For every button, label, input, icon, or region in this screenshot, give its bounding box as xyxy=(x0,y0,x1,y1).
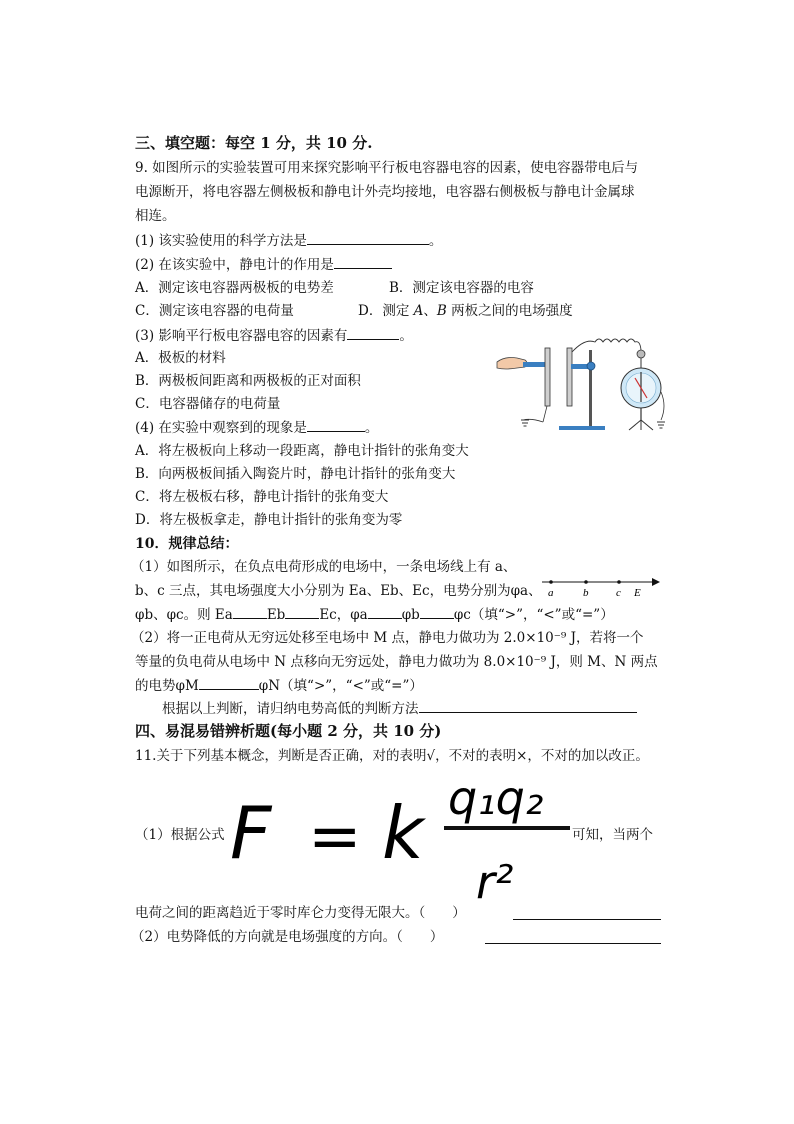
answer-blank[interactable] xyxy=(307,230,429,245)
q9-part-3: (3) 影响平行板电容器电容的因素有 。 xyxy=(135,325,413,346)
q9-line-3: 相连。 xyxy=(135,208,176,224)
formula-k: k xyxy=(382,791,424,875)
q9-part-4-option-c: C．将左极板右移，静电计指针的张角变大 xyxy=(135,489,389,505)
answer-blank[interactable] xyxy=(368,604,402,619)
connecting-wire xyxy=(572,339,641,352)
section-4-title: 四、易混易错辨析题(每小题 2 分，共 10 分) xyxy=(135,722,442,740)
answer-blank[interactable] xyxy=(347,325,399,340)
q10-line-4: （2）将一正电荷从无穷远处移至电场中 M 点，静电力做功为 2.0×10⁻⁹ J，若将一个 xyxy=(131,630,644,646)
q9-part-1: (1) 该实验使用的科学方法是 。 xyxy=(135,230,442,251)
q11-line: 11.关于下列基本概念，判断是否正确，对的表明√，不对的表明×，不对的加以改正。 xyxy=(135,748,649,764)
q11-item-2: （2）电势降低的方向就是电场强度的方向。（ ） xyxy=(131,929,444,945)
formula-numerator: q₁q₂ xyxy=(448,771,544,825)
q9-part-4-option-b: B．向两极板间插入陶瓷片时，静电计指针的张角变大 xyxy=(135,466,456,482)
answer-blank[interactable] xyxy=(513,905,661,920)
q10-line-5: 等量的负电荷从电场中 N 点移向无穷远处，静电力做功为 8.0×10⁻⁹ J，则 M、N 两点 xyxy=(135,654,658,670)
q9-part-2-option-a: A．测定该电容器两极板的电势差 xyxy=(135,280,334,296)
capacitor-electrometer-illustration xyxy=(495,330,675,440)
q9-part-2-option-c: C．测定该电容器的电荷量 xyxy=(135,303,294,319)
answer-blank[interactable] xyxy=(420,604,454,619)
q10-line-1: （1）如图所示，在负点电荷形成的电场中，一条电场线上有 a、 xyxy=(131,559,517,575)
answer-blank[interactable] xyxy=(285,604,319,619)
arrow-icon xyxy=(652,578,660,586)
q10-line-6: 的电势φM φN（填“>”，“<”或“=”） xyxy=(135,675,423,696)
label-e: E xyxy=(634,587,641,599)
electric-field-line-diagram xyxy=(542,574,667,600)
q9-part-4-option-a: A．将左极板向上移动一段距离，静电计指针的张角变大 xyxy=(135,443,469,459)
formula-f: F xyxy=(230,791,272,875)
q9-line-1: 9. 如图所示的实验装置可用来探究影响平行板电容器电容的因素，使电容器带电后与 xyxy=(135,160,639,176)
q9-part-2: (2) 在该实验中，静电计的作用是 xyxy=(135,254,392,275)
q10-line-7: 根据以上判断，请归纳电势高低的判断方法 xyxy=(162,698,637,719)
answer-blank[interactable] xyxy=(233,604,267,619)
right-plate xyxy=(567,348,572,406)
q9-line-2: 电源断开，将电容器左侧极板和静电计外壳均接地，电容器右侧极板与静电计金属球 xyxy=(135,184,635,200)
q9-part-2-option-b: B．测定该电容器的电容 xyxy=(389,280,534,296)
q11-item-1-prefix: （1）根据公式 xyxy=(135,827,225,843)
answer-blank[interactable] xyxy=(485,929,661,944)
label-a: a xyxy=(548,587,554,599)
label-b: b xyxy=(583,587,589,599)
q11-item-1-suffix: 可知，当两个 xyxy=(572,827,653,843)
q9-part-3-option-a: A．极板的材料 xyxy=(135,350,226,366)
answer-blank[interactable] xyxy=(419,698,637,713)
answer-blank[interactable] xyxy=(307,417,365,432)
q10-line-3: φb、φc。则 Ea Eb Ec，φa φb φc（填“>”，“<”或“=”） xyxy=(135,604,614,625)
answer-blank[interactable] xyxy=(334,254,392,269)
q9-part-2-option-d: D．测定 A、B 两板之间的电场强度 xyxy=(358,303,573,319)
q9-part-4: (4) 在实验中观察到的现象是 。 xyxy=(135,417,378,438)
insulating-rod xyxy=(523,362,545,367)
q10-line-2: b、c 三点，其电场强度大小分别为 Ea、Eb、Ec，电势分别为φa、 xyxy=(135,583,542,599)
formula-equals: = xyxy=(308,800,362,874)
q9-part-3-option-b: B．两极板间距离和两极板的正对面积 xyxy=(135,373,361,389)
label-c: c xyxy=(616,587,621,599)
stand-base xyxy=(559,426,605,430)
electrometer-ball xyxy=(637,350,645,358)
formula-denominator: r² xyxy=(476,855,514,905)
q9-part-3-option-c: C．电容器储存的电荷量 xyxy=(135,396,281,412)
left-plate xyxy=(545,348,550,406)
q11-item-1-line-2: 电荷之间的距离趋近于零时库仑力变得无限大。（ ） xyxy=(135,905,466,921)
answer-blank[interactable] xyxy=(199,675,259,690)
hand-icon xyxy=(497,358,527,370)
q10-title: 10．规律总结： xyxy=(135,536,239,552)
q9-part-4-option-d: D．将左极板拿走，静电计指针的张角变为零 xyxy=(135,512,403,528)
section-3-title: 三、填空题：每空 1 分，共 10 分. xyxy=(135,134,373,152)
coulomb-law-formula xyxy=(230,770,575,905)
